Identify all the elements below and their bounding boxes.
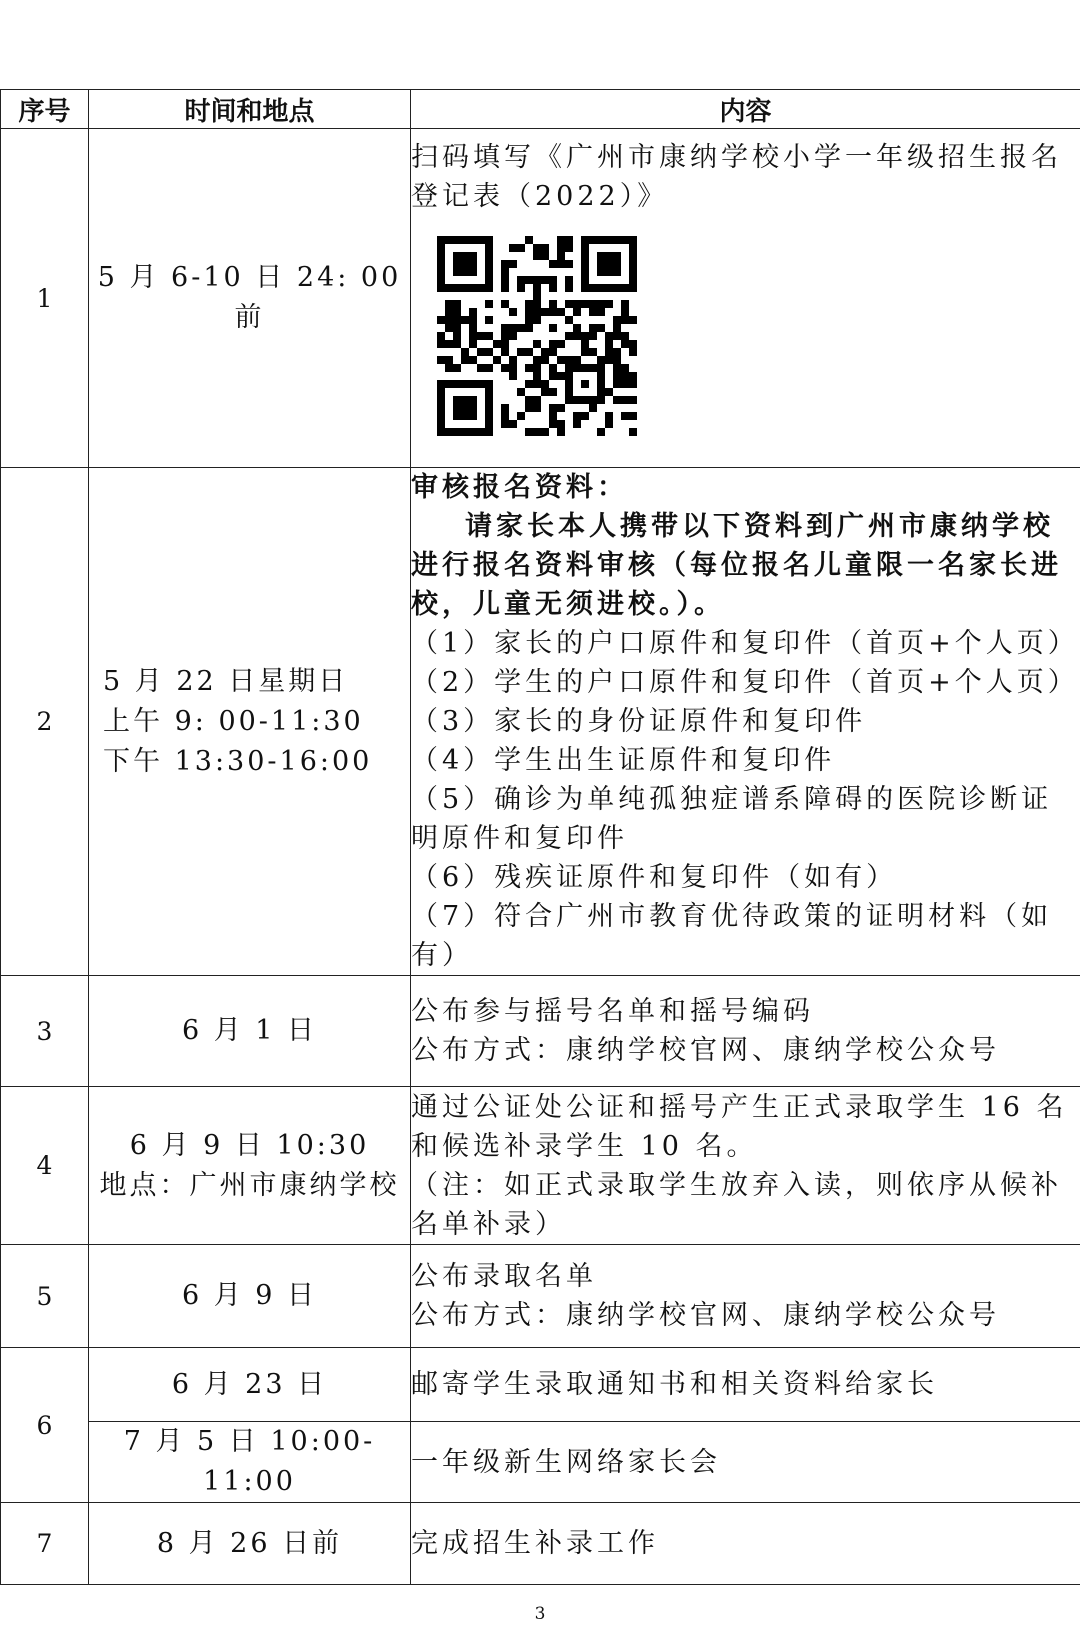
time-line: 5 月 6-10 日 24: 00 前 [97, 262, 402, 333]
time-line: 5 月 22 日星期日 [103, 665, 349, 697]
content-line: （2）学生的户口原件和复印件（首页+个人页） [411, 667, 1079, 698]
row-content [411, 1245, 1080, 1348]
header-time: 时间和地点 [89, 90, 411, 129]
content-line: 公布录取名单 [411, 1261, 597, 1292]
row-content [411, 976, 1080, 1087]
content-line: 公布方式：康纳学校官网、康纳学校公众号 [411, 1035, 1000, 1066]
row-time [89, 1503, 411, 1585]
time-line: 6 月 9 日 10:30 [129, 1129, 370, 1161]
header-no: 序号 [1, 90, 89, 129]
content-line: （1）家长的户口原件和复印件（首页+个人页） [411, 628, 1079, 659]
row-time [89, 1348, 411, 1422]
row-content [411, 1348, 1080, 1422]
table-row [1, 1245, 1080, 1348]
table-row [1, 1087, 1080, 1245]
content-line: 完成招生补录工作 [411, 1528, 659, 1559]
content-line: 一年级新生网络家长会 [411, 1446, 721, 1478]
row-number: 1 [1, 129, 89, 468]
content-line: （4）学生出生证原件和复印件 [411, 745, 836, 776]
content-line: 邮寄学生录取通知书和相关资料给家长 [411, 1369, 938, 1400]
table-row [1, 1422, 1080, 1503]
content-paragraph: 请家长本人携带以下资料到广州市康纳学校进行报名资料审核（每位报名儿童限一名家长进校，儿童无须进校。）。 [411, 511, 1062, 620]
table-header-row [1, 90, 1080, 129]
row-number: 2 [1, 468, 89, 976]
row-number: 5 [1, 1245, 89, 1348]
time-line: 6 月 9 日 [181, 1280, 318, 1311]
qr-code-icon[interactable] [437, 236, 637, 436]
row-time [89, 1087, 411, 1245]
time-line: 8 月 26 日前 [156, 1527, 343, 1559]
content-line: 公布参与摇号名单和摇号编码 [411, 996, 814, 1027]
content-line: （6）残疾证原件和复印件（如有） [411, 862, 898, 893]
table-row [1, 976, 1080, 1087]
time-line: 6 月 23 日 [171, 1368, 328, 1400]
row-time [89, 468, 411, 976]
row-time [89, 129, 411, 468]
time-line: 下午 13:30-16:00 [103, 745, 373, 777]
table-row [1, 468, 1080, 976]
content-line: （注：如正式录取学生放弃入读，则依序从候补名单补录） [411, 1169, 1062, 1240]
page-number: 3 [534, 1604, 546, 1624]
time-line: 地点：广州市康纳学校 [99, 1169, 400, 1201]
content-title: 审核报名资料： [411, 472, 628, 503]
time-line: 上午 9: 00-11:30 [103, 705, 364, 737]
row-content [411, 129, 1080, 468]
header-content: 内容 [411, 90, 1080, 129]
row-time [89, 1245, 411, 1348]
row-time [89, 976, 411, 1087]
row-number: 7 [1, 1503, 89, 1585]
table-row [1, 1348, 1080, 1422]
content-line: 扫码填写《广州市康纳学校小学一年级招生报名登记表（2022）》 [411, 142, 1062, 212]
content-line: （7）符合广州市教育优待政策的证明材料（如有） [411, 901, 1053, 971]
row-content [411, 468, 1080, 976]
content-line: 通过公证处公证和摇号产生正式录取学生 16 名和候选补录学生 10 名。 [411, 1091, 1068, 1162]
row-time [89, 1422, 411, 1503]
time-line: 6 月 1 日 [181, 1015, 318, 1046]
row-number: 3 [1, 976, 89, 1087]
schedule-table [0, 89, 1080, 1585]
row-number: 6 [1, 1348, 89, 1503]
table-row [1, 1503, 1080, 1585]
content-line: 公布方式：康纳学校官网、康纳学校公众号 [411, 1300, 1000, 1331]
row-content [411, 1422, 1080, 1503]
time-line: 7 月 5 日 10:00-11:00 [123, 1426, 376, 1497]
row-content [411, 1087, 1080, 1245]
table-row [1, 129, 1080, 468]
content-line: （3）家长的身份证原件和复印件 [411, 706, 867, 737]
row-number: 4 [1, 1087, 89, 1245]
content-line: （5）确诊为单纯孤独症谱系障碍的医院诊断证明原件和复印件 [411, 784, 1053, 854]
row-content [411, 1503, 1080, 1585]
